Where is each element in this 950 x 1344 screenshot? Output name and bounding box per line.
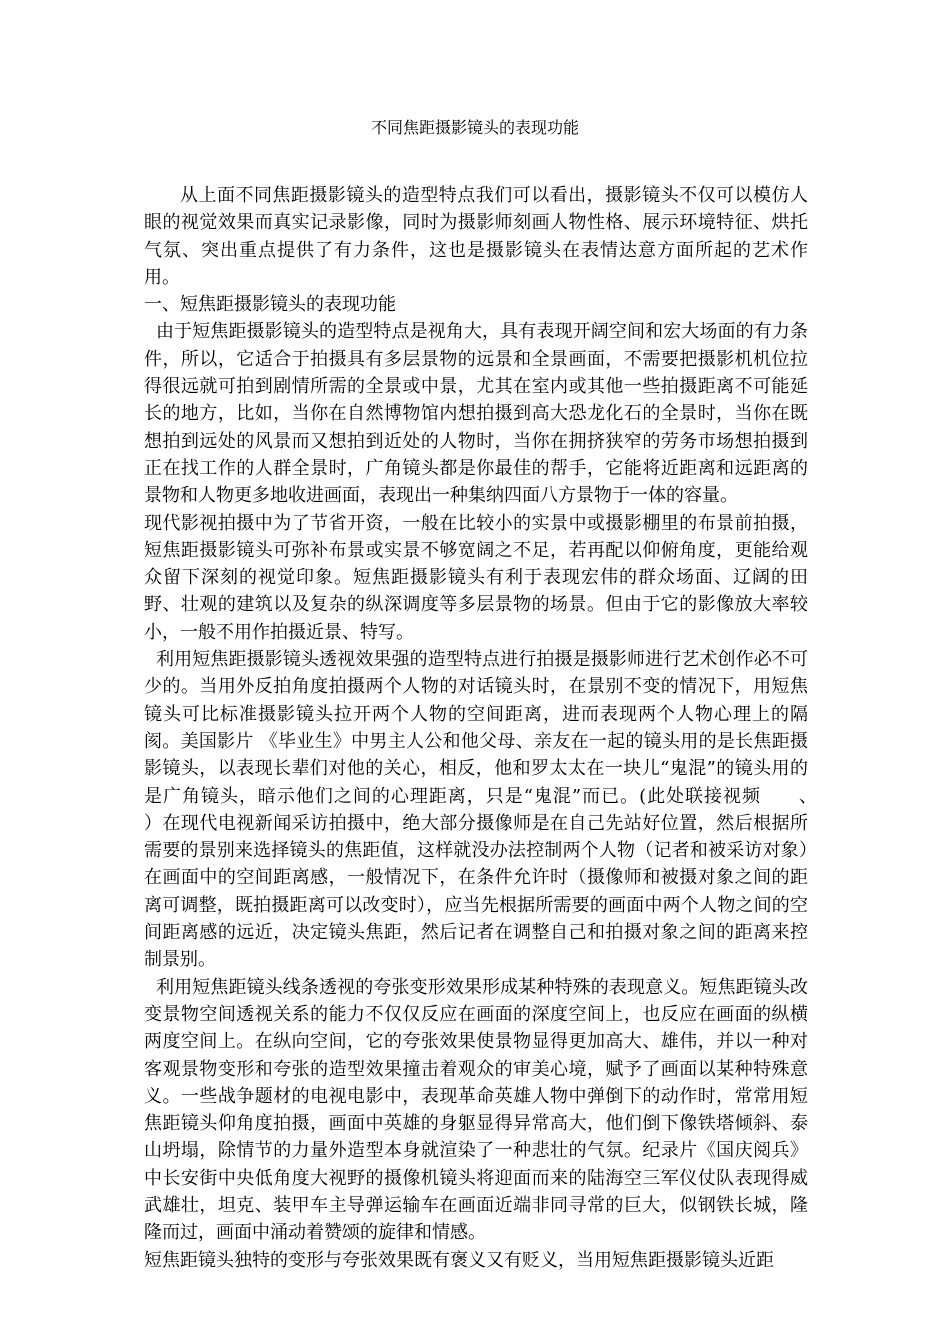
paragraph-final: 短焦距镜头独特的变形与夸张效果既有褒义又有贬义，当用短焦距摄影镜头近距	[144, 1249, 774, 1271]
document-body	[144, 182, 844, 1274]
paragraph-distortion: 利用短焦距镜头线条透视的夸张变形效果形成某种特殊的表现意义。短焦距镜头改变景物空间透视关系的能力不仅仅反应在画面的深度空间上，也反应在画面的纵横两度空间上。在纵向空间，它的夸张效果使景物显得更加高大、雄伟，并以一种对客观景物变形和夸张的造型效果撞击着观众的审美心境，赋予了画面以某种特殊意义。一些战争题材的电视电影中，表现革命英雄人物中弹倒下的动作时，常常用短焦距镜头仰角度拍摄，画面中英雄的身躯显得异常高大，他们倒下像铁塔倾斜、泰山坍塌，除情节的力量外造型本身就渲染了一种悲壮的气氛。纪录片《国庆阅兵》中长安街中央低角度大视野的摄像机镜头将迎面而来的陆海空三军仪仗队表现得威武雄壮，坦克、装甲车主导弹运输车在画面近端非同寻常的巨大，似钢铁长城，隆隆而过，画面中涌动着赞颂的旋律和情感。	[144, 976, 808, 1244]
paragraph-intro: 从上面不同焦距摄影镜头的造型特点我们可以看出，摄影镜头不仅可以模仿人眼的视觉效果而真实记录影像，同时为摄影师刻画人物性格、展示环境特征、烘托气氛、突出重点提供了有力条件，这也是摄影镜头在表情达意方面所起的艺术作用。	[144, 185, 808, 288]
document-title: 不同焦距摄影镜头的表现功能	[370, 118, 579, 137]
paragraph-modern-shooting: 现代影视拍摄中为了节省开资，一般在比较小的实景中或摄影棚里的布景前拍摄，短焦距摄影镜头可弥补布景或实景不够宽阔之不足，若再配以仰俯角度，更能给观众留下深刻的视觉印象。短焦距摄影镜头有利于表现宏伟的群众场面、辽阔的田野、壮观的建筑以及复杂的纵深调度等多层景物的场景。但由于它的影像放大率较小，一般不用作拍摄近景、特写。	[144, 512, 808, 643]
section-heading: 一、短焦距摄影镜头的表现功能	[144, 294, 396, 316]
paragraph-perspective: 利用短焦距摄影镜头透视效果强的造型特点进行拍摄是摄影师进行艺术创作必不可少的。当用外反拍角度拍摄两个人物的对话镜头时，在景别不变的情况下，用短焦镜头可比标准摄影镜头拉开两个人物的空间距离，进而表现两个人物心理上的隔阂。美国影片 《毕业生》中男主人公和他父母、亲友在一起的镜头用的是长焦距摄影镜头，以表现长辈们对他的关心，相反，他和罗太太在一块儿“鬼混”的镜头用的是广角镜头，暗示他们之间的心理距离，只是“鬼混”而已。(此处联接视频 、 ）在现代电视新闻采访拍摄中，绝大部分摄像师是在自己先站好位置，然后根据所需要的景别来选择镜头的焦距值，这样就没办法控制两个人物（记者和被采访对象）在画面中的空间距离感，一般情况下，在条件允许时（摄像师和被摄对象之间的距离可调整，既拍摄距离可以改变时），应当先根据所需要的画面中两个人物之间的空间距离感的远近，决定镜头焦距，然后记者在调整自己和拍摄对象之间的距离来控制景别。	[144, 649, 844, 971]
paragraph-wide-angle-use: 由于短焦距摄影镜头的造型特点是视角大，具有表现开阔空间和宏大场面的有力条件，所以，它适合于拍摄具有多层景物的远景和全景画面，不需要把摄影机机位拉得很远就可拍到剧情所需的全景或中景，尤其在室内或其他一些拍摄距离不可能延长的地方，比如，当你在自然博物馆内想拍摄到高大恐龙化石的全景时，当你在既想拍到远处的风景而又想拍到近处的人物时，当你在拥挤狭窄的劳务市场想拍摄到正在找工作的人群全景时，广角镜头都是你最佳的帮手，它能将近距离和远距离的景物和人物更多地收进画面，表现出一种集纳四面八方景物于一体的容量。	[144, 321, 808, 507]
